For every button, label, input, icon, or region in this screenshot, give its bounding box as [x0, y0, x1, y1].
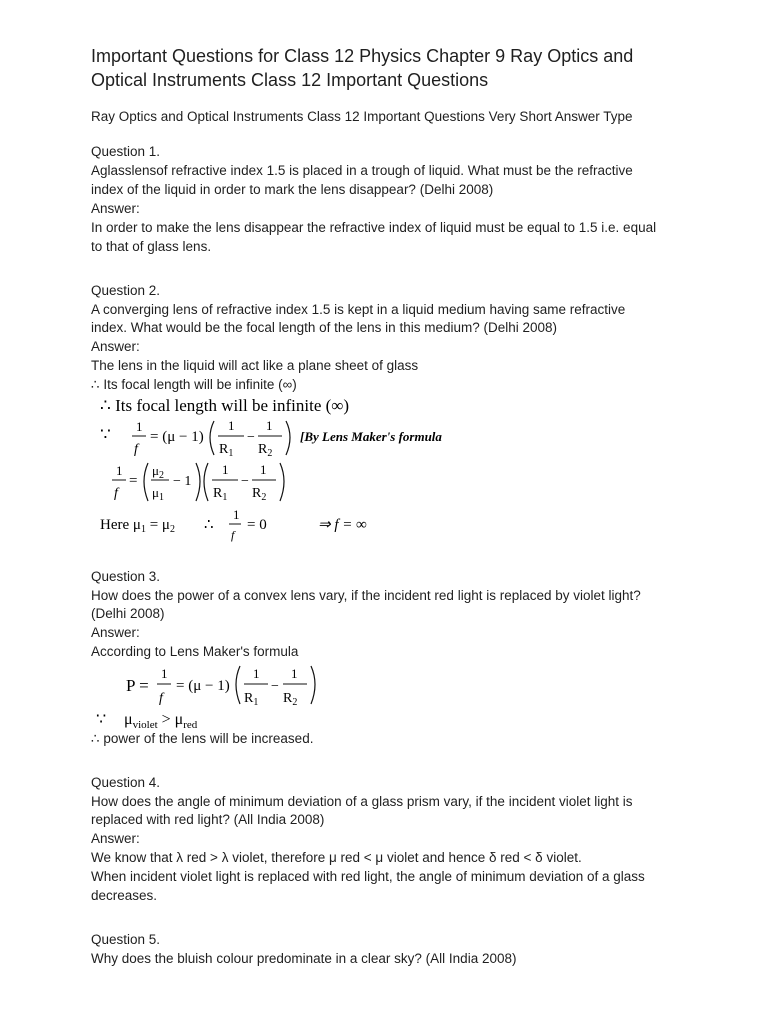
- q2-eq-r1: $R_1$: [219, 442, 234, 459]
- q2-eq2-minus-one: − 1: [173, 474, 192, 489]
- q2-eq2-mu1: $\mu_1$: [152, 485, 164, 503]
- q2-eq2-mu2: $\mu_2$: [152, 463, 164, 481]
- q3-text-line-2: (Delhi 2008): [91, 606, 165, 621]
- q2-text-line-1: A converging lens of refractive index 1.5 is kept in a liquid medium having same refractive: [91, 302, 626, 317]
- title-line-2: Optical Instruments Class 12 Important Questions: [91, 70, 489, 90]
- q3-answer-line-1: According to Lens Maker's formula: [91, 644, 299, 659]
- q1-answer-label: Answer:: [91, 201, 140, 216]
- q2-eq-therefore-symbol: ∴: [204, 517, 214, 533]
- q3-eq-one-b: 1: [291, 666, 298, 681]
- q3-eq-f: f: [159, 691, 163, 706]
- q3-eq-r2: $R_2$: [283, 691, 298, 708]
- q3-power-figure: [96, 660, 336, 732]
- q4-answer-line-2: When incident violet light is replaced with red light, the angle of minimum deviation of a glass: [91, 869, 645, 884]
- q5-text-line-1: Why does the bluish colour predominate in a clear sky? (All India 2008): [91, 951, 517, 966]
- q2-eq3-f: f: [231, 528, 235, 542]
- q2-eq2-numerator: 1: [116, 463, 123, 478]
- q1-answer-line-1: In order to make the lens disappear the refractive index of liquid must be equal to 1.5 i.e. equal: [91, 220, 657, 235]
- q2-eq3-equals-zero: = 0: [247, 517, 267, 533]
- q2-eq-lens-maker-note: [By Lens Maker's formula: [300, 429, 442, 444]
- q4-answer-label: Answer:: [91, 831, 140, 846]
- q4-answer-line-3: decreases.: [91, 888, 158, 903]
- q2-equation-image: [96, 393, 442, 548]
- q2-heading: Question 2.: [91, 283, 161, 298]
- q3-answer-line-2: ∴ power of the lens will be increased.: [91, 731, 314, 746]
- q2-answer-line-2: ∴ Its focal length will be infinite (∞): [91, 377, 297, 392]
- q4-text-line-1: How does the angle of minimum deviation of a glass prism vary, if the incident violet light is: [91, 794, 633, 809]
- q3-eq-minus: −: [271, 679, 279, 694]
- q3-text-line-1: How does the power of a convex lens vary, if the incident red light is replaced by violet light?: [91, 588, 641, 603]
- page-title: [91, 44, 711, 92]
- q2-eq-numerator-1: 1: [136, 419, 143, 434]
- q2-eq2-r2: $R_2$: [252, 486, 267, 503]
- section-subtitle: Ray Optics and Optical Instruments Class 12 Important Questions Very Short Answer Type: [91, 109, 633, 124]
- q3-eq-mu-violet: $\mu_{violet} > \mu_{red}$: [124, 711, 198, 731]
- q4-answer-line-1: We know that λ red > λ violet, therefore μ red < μ violet and hence δ red < δ violet.: [91, 850, 582, 865]
- q2-eq2-r1: $R_1$: [213, 486, 228, 503]
- q3-eq-one-a: 1: [253, 666, 260, 681]
- q2-text-line-2: index. What would be the focal length of the lens in this medium? (Delhi 2008): [91, 320, 558, 335]
- q2-eq-f: f: [134, 442, 138, 457]
- q2-eq-one-b: 1: [266, 418, 273, 433]
- q2-eq-therefore-line: ∴ Its focal length will be infinite (∞): [100, 396, 350, 415]
- q2-eq2-equals: =: [129, 473, 138, 489]
- q4-heading: Question 4.: [91, 775, 161, 790]
- q1-text-line-2: index of the liquid in order to mark the lens disappear? (Delhi 2008): [91, 182, 494, 197]
- q2-lens-maker-figure: [96, 393, 442, 543]
- q3-answer-label: Answer:: [91, 625, 140, 640]
- q2-eq3-numerator: 1: [233, 507, 240, 522]
- q2-eq-result: ⇒ f = ∞: [318, 517, 367, 533]
- q3-eq-numerator: 1: [161, 666, 168, 681]
- q1-answer-line-2: to that of glass lens.: [91, 239, 212, 254]
- q3-eq-r1: $R_1$: [244, 691, 259, 708]
- q3-equation-image: [96, 660, 336, 737]
- q2-answer-line-1: The lens in the liquid will act like a plane sheet of glass: [91, 358, 419, 373]
- q2-eq-minus: −: [247, 430, 255, 445]
- q2-answer-label: Answer:: [91, 339, 140, 354]
- q3-eq-because: ∵: [96, 711, 107, 728]
- q2-eq2-minus: −: [241, 474, 249, 489]
- q1-heading: Question 1.: [91, 144, 161, 159]
- q2-eq-mu-minus-1: = (μ − 1): [150, 429, 204, 445]
- q3-heading: Question 3.: [91, 569, 161, 584]
- q2-eq-because-symbol: ∵: [100, 425, 111, 444]
- q3-eq-p: P =: [126, 676, 149, 695]
- q5-heading: Question 5.: [91, 932, 161, 947]
- q2-eq2-f: f: [114, 486, 118, 501]
- q2-eq2-one-a: 1: [222, 462, 229, 477]
- q2-eq-here-label: Here $\mu_1 = \mu_2$: [100, 517, 175, 535]
- q2-eq2-one-b: 1: [260, 462, 267, 477]
- q4-text-line-2: replaced with red light? (All India 2008): [91, 812, 325, 827]
- q3-eq-mu-minus-1: = (μ − 1): [176, 678, 230, 694]
- q2-eq-r2: $R_2$: [258, 442, 273, 459]
- q1-text-line-1: Aglasslensof refractive index 1.5 is placed in a trough of liquid. What must be the refractive: [91, 163, 633, 178]
- q2-eq-one-a: 1: [228, 418, 235, 433]
- title-line-1: Important Questions for Class 12 Physics Chapter 9 Ray Optics and: [91, 46, 634, 66]
